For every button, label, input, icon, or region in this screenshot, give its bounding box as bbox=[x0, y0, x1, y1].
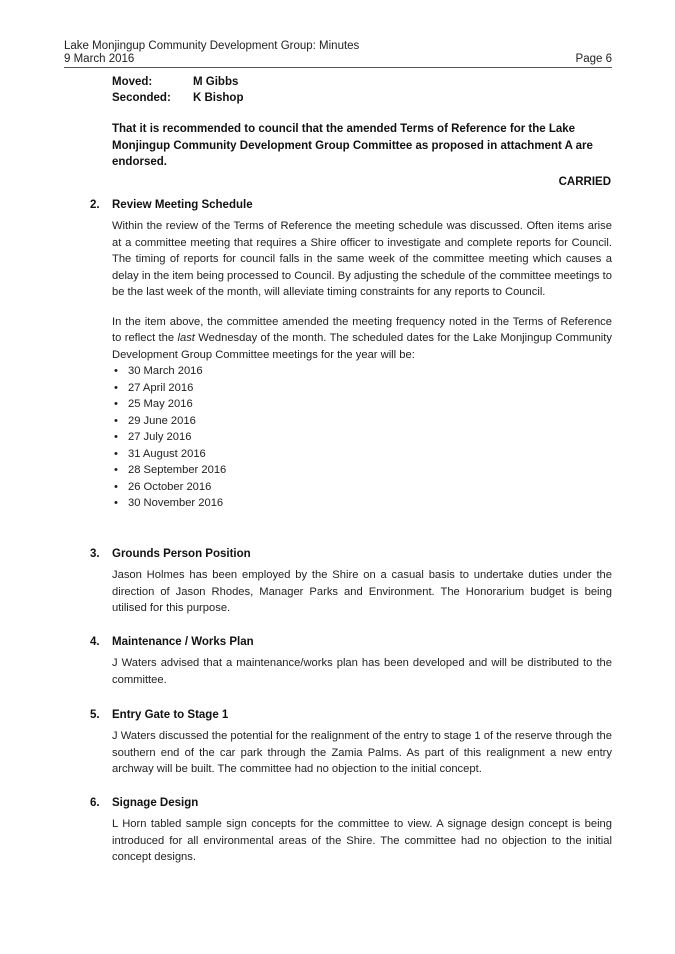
moved-value: M Gibbs bbox=[193, 76, 239, 88]
header-row bbox=[64, 53, 612, 66]
section-paragraph: In the item above, the committee amended the meeting frequency noted in the Terms of Reference to reflect the last Wednesday of the month. The scheduled dates for the Lake Monjingup Community Development Group Committee meetings for the year will be: bbox=[112, 315, 612, 361]
section-maintenance-works-plan bbox=[90, 636, 612, 688]
list-item: • 30 March 2016 bbox=[114, 365, 203, 377]
moved-label: Moved: bbox=[112, 76, 153, 88]
motion-result: CARRIED bbox=[558, 176, 611, 188]
section-paragraph: J Waters advised that a maintenance/works plan has been developed and will be distributed to the committee. bbox=[112, 657, 612, 686]
section-heading bbox=[90, 548, 612, 564]
section-number: 3. bbox=[90, 548, 100, 560]
seconded-value: K Bishop bbox=[193, 92, 244, 104]
list-item: • 26 October 2016 bbox=[114, 480, 212, 493]
meeting-dates-list bbox=[112, 363, 612, 512]
section-title: Grounds Person Position bbox=[112, 548, 251, 560]
section-number: 6. bbox=[90, 797, 100, 809]
list-item: • 27 April 2016 bbox=[114, 381, 194, 394]
list-item: • 30 November 2016 bbox=[114, 497, 224, 509]
section-entry-gate bbox=[90, 709, 612, 778]
meeting-date: 9 March 2016 bbox=[64, 53, 135, 65]
section-number: 2. bbox=[90, 199, 100, 211]
resolution-text: That it is recommended to council that the amended Terms of Reference for the Lake Monjingup Community Development Group Committee as proposed in attachment A are endorsed. bbox=[112, 123, 593, 168]
section-paragraph: Jason Holmes has been employed by the Shire on a casual basis to undertake duties under the direction of Jason Rhodes, Manager Parks and Environment. The Honorarium budget is being utilised for this purpose. bbox=[112, 569, 612, 614]
list-item: • 27 July 2016 bbox=[114, 431, 192, 443]
section-title: Review Meeting Schedule bbox=[112, 199, 253, 211]
section-grounds-person-position bbox=[90, 548, 612, 617]
list-item: • 28 September 2016 bbox=[114, 464, 227, 476]
section-heading bbox=[90, 797, 612, 813]
section-review-meeting-schedule bbox=[90, 199, 612, 512]
page-number: Page 6 bbox=[575, 53, 612, 65]
seconded-row bbox=[112, 92, 243, 104]
seconded-label: Seconded: bbox=[112, 92, 171, 104]
section-heading bbox=[90, 199, 612, 215]
list-item: • 25 May 2016 bbox=[114, 398, 193, 410]
section-paragraph: J Waters discussed the potential for the realignment of the entry to stage 1 of the reserve through the southern end of the car park through the Zamia Palms. As part of this realignment a new entry archway will be built. The committee had no objection to the initial concept. bbox=[112, 730, 612, 775]
section-number: 5. bbox=[90, 709, 100, 721]
section-heading bbox=[90, 709, 612, 725]
section-title: Maintenance / Works Plan bbox=[112, 636, 254, 648]
moved-row bbox=[112, 76, 238, 88]
section-paragraph: Within the review of the Terms of Reference the meeting schedule was discussed. Often items arise at a committee meeting that requires a Shire officer to investigate and complete reports for Council. The timing of reports for council falls in the same week of the committee meeting which causes a delay in the item being processed to Council. By adjusting the schedule of the committee meetings to be the last week of the month, will alleviate timing constraints for any reports to Council. bbox=[112, 220, 612, 298]
document-title: Lake Monjingup Community Development Group: Minutes bbox=[64, 40, 360, 52]
header-divider bbox=[64, 67, 612, 68]
list-item: • 29 June 2016 bbox=[114, 414, 196, 427]
section-heading bbox=[90, 636, 612, 652]
list-item: • 31 August 2016 bbox=[114, 447, 206, 460]
section-paragraph: L Horn tabled sample sign concepts for the committee to view. A signage design concept is being introduced for all environmental areas of the Shire. The committee had no objection to the initial concept designs. bbox=[112, 818, 612, 863]
section-signage-design bbox=[90, 797, 612, 866]
section-number: 4. bbox=[90, 636, 100, 648]
section-title: Entry Gate to Stage 1 bbox=[112, 709, 229, 721]
section-title: Signage Design bbox=[112, 797, 199, 809]
